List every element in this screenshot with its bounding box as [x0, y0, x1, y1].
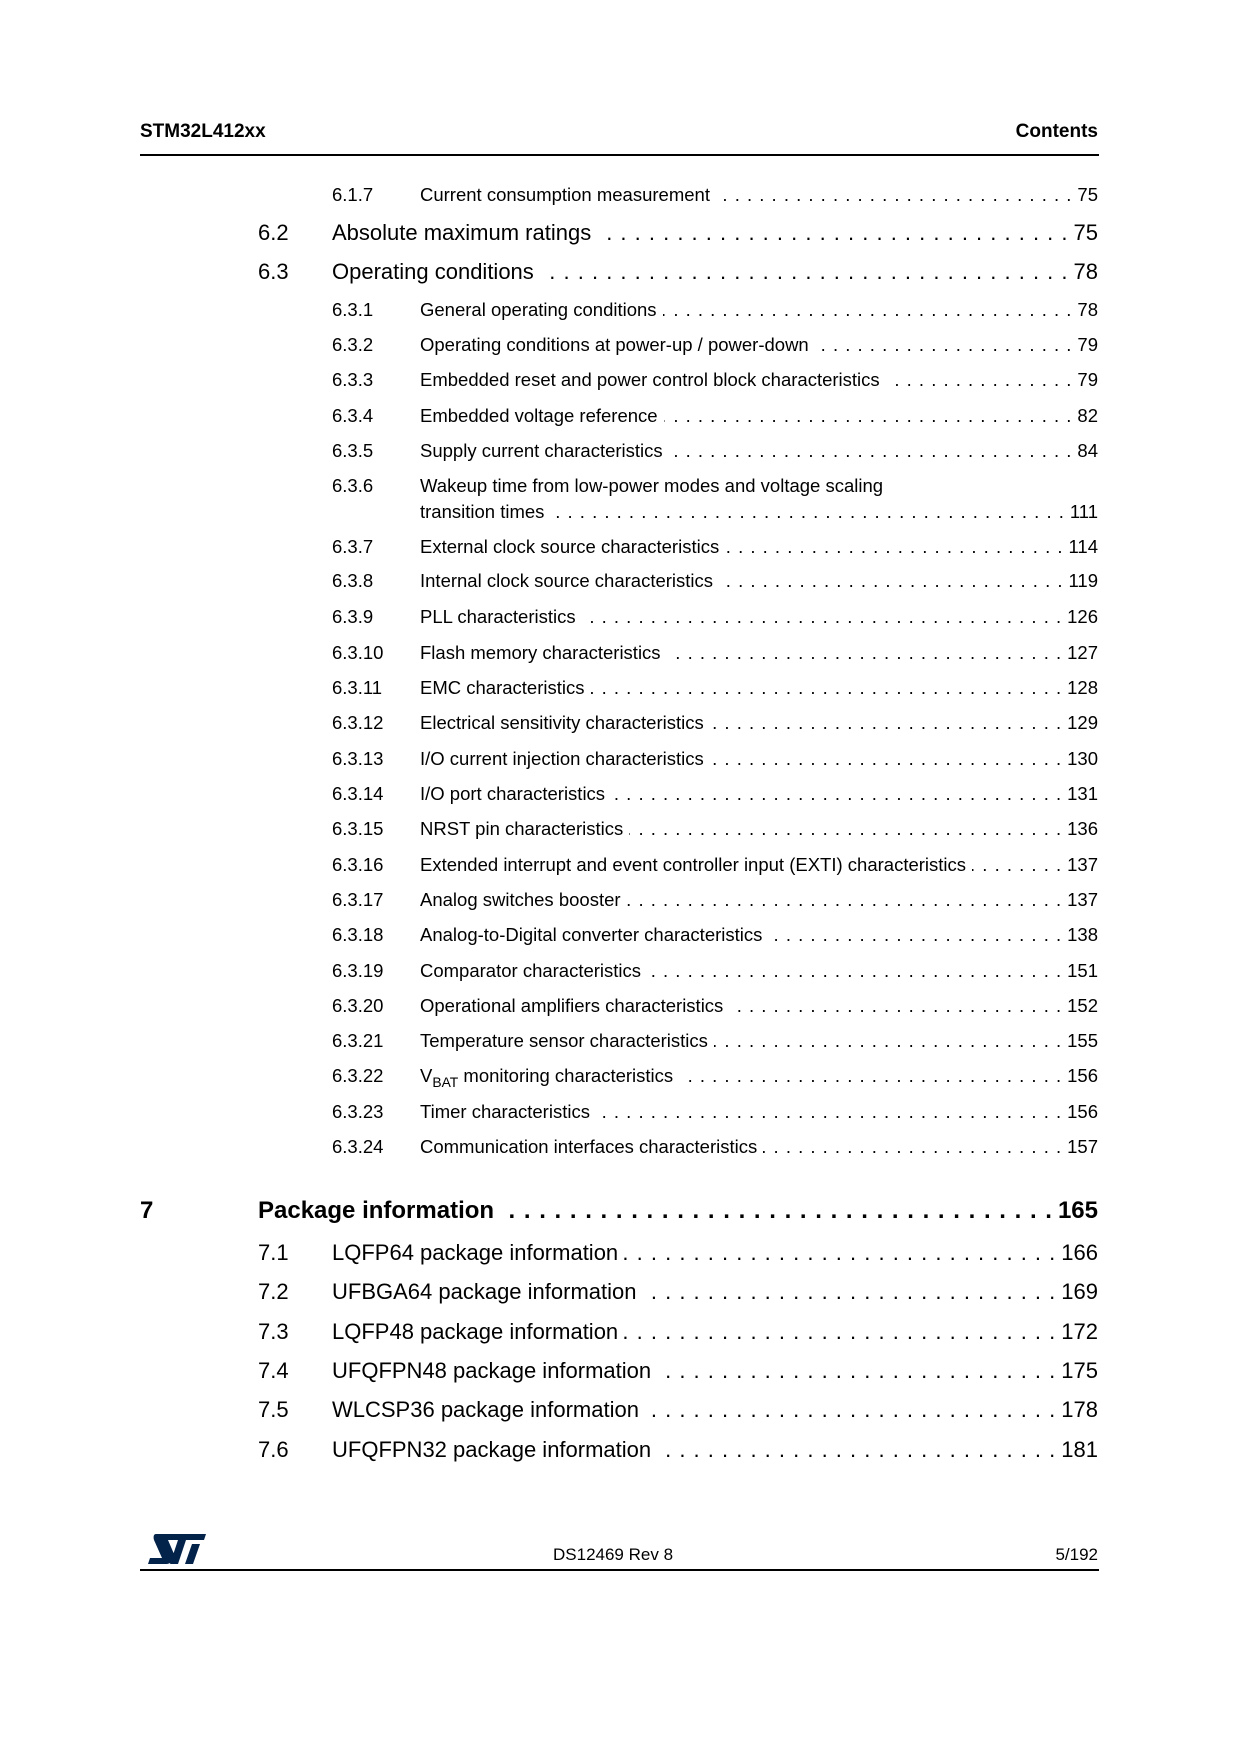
dot-leader: [716, 184, 1071, 206]
toc-entry-number: 6.3.17: [332, 889, 384, 910]
dot-leader: [629, 818, 1061, 840]
toc-entry-title: UFBGA64 package information: [332, 1279, 637, 1304]
dot-leader: [710, 748, 1061, 770]
toc-entry-title: Analog switches booster: [420, 889, 621, 910]
dot-leader: [657, 1358, 1055, 1384]
toc-entry-title: Embedded voltage reference: [420, 405, 658, 426]
toc-entry-number: 7.3: [258, 1319, 289, 1344]
toc-entry-page: 175: [1061, 1358, 1098, 1383]
toc-entry-title: LQFP64 package information: [332, 1240, 619, 1265]
toc-entry-title: NRST pin characteristics: [420, 818, 624, 839]
toc-entry-title: Internal clock source characteristics: [420, 570, 714, 591]
toc-entry-title: I/O current injection characteristics: [420, 748, 704, 769]
toc-entry-page: 114: [1068, 536, 1098, 557]
dot-leader: [624, 1319, 1055, 1345]
header-doc-name: STM32L412xx: [140, 121, 266, 142]
dot-leader: [714, 1030, 1061, 1052]
footer-divider: [140, 1569, 1099, 1571]
toc-entry-page: 127: [1067, 642, 1098, 663]
toc-entry-page: 126: [1067, 606, 1098, 627]
dot-leader: [679, 1065, 1061, 1087]
dot-leader: [768, 924, 1061, 946]
toc-entry-page: 128: [1067, 677, 1098, 698]
dot-leader: [550, 501, 1063, 523]
toc-entry-page: 79: [1077, 369, 1098, 390]
toc-entry-number: 7.2: [258, 1279, 289, 1304]
dot-leader: [710, 712, 1061, 734]
dot-leader: [590, 677, 1061, 699]
toc-entry-page: 111: [1069, 501, 1098, 522]
dot-leader: [972, 854, 1061, 876]
dot-leader: [645, 1397, 1055, 1423]
toc-entry-number: 6.3.7: [332, 536, 374, 557]
toc-entry-page: 136: [1067, 818, 1098, 839]
header-section: Contents: [1015, 121, 1098, 142]
dot-leader: [719, 570, 1062, 592]
toc-entry-title: Temperature sensor characteristics: [420, 1030, 708, 1051]
toc-entry-number: 6.3.20: [332, 995, 384, 1016]
dot-leader: [729, 995, 1061, 1017]
toc-entry-title: LQFP48 package information: [332, 1319, 619, 1344]
toc-entry-number: 6.3.10: [332, 642, 384, 663]
toc-entry-page: 165: [1057, 1197, 1098, 1224]
toc-entry-title: PLL characteristics: [420, 606, 576, 627]
toc-entry-page: 169: [1061, 1279, 1098, 1304]
toc-entry-number: 6.3.21: [332, 1030, 384, 1051]
toc-entry-page: 82: [1077, 405, 1098, 426]
toc-entry-number: 6.3.18: [332, 924, 384, 945]
toc-entry-number: 6.3.19: [332, 960, 384, 981]
toc-entry-number: 7: [140, 1197, 154, 1224]
toc-entry-page: 75: [1077, 184, 1098, 205]
toc-entry-page: 155: [1067, 1030, 1098, 1051]
st-logo: [148, 1532, 208, 1566]
toc-entry-title: Embedded reset and power control block characteristics: [420, 369, 880, 390]
toc-entry-title: Analog-to-Digital converter characteristics: [420, 924, 763, 945]
toc-entry-number: 6.3.12: [332, 712, 384, 733]
toc-entry-number: 6.3.24: [332, 1136, 384, 1157]
toc-entry-number: 6.1.7: [332, 184, 374, 205]
dot-leader: [500, 1197, 1052, 1225]
dot-leader: [657, 1437, 1055, 1463]
toc-entry-number: 6.3.3: [332, 369, 374, 390]
toc-entry-page: 79: [1077, 334, 1098, 355]
toc-entry-page: 156: [1067, 1065, 1098, 1086]
toc-entry-page: 78: [1077, 299, 1098, 320]
toc-entry-title: Wakeup time from low-power modes and voltage scaling: [420, 475, 884, 496]
toc-entry-number: 6.3.5: [332, 440, 374, 461]
toc-entry-page: 129: [1067, 712, 1098, 733]
toc-entry-page: 166: [1061, 1240, 1098, 1265]
toc-entry-page: 156: [1067, 1101, 1098, 1122]
toc-entry-number: 6.3.8: [332, 570, 374, 591]
dot-leader: [597, 220, 1067, 246]
toc-entry-page: 151: [1067, 960, 1098, 981]
toc-entry-title: UFQFPN48 package information: [332, 1358, 652, 1383]
dot-leader: [643, 1279, 1056, 1305]
toc-entry-title: External clock source characteristics: [420, 536, 720, 557]
header-divider: [140, 154, 1099, 156]
toc-entry-number: 6.3.6: [332, 475, 374, 496]
toc-entry-page: 137: [1067, 854, 1098, 875]
toc-entry-number: 6.3.14: [332, 783, 384, 804]
toc-entry-title: Timer characteristics: [420, 1101, 590, 1122]
toc-entry-page: 157: [1067, 1136, 1098, 1157]
toc-entry-title: $V_{BAT}$ monitoring characteristics: [420, 1065, 674, 1090]
toc-entry-number: 6.3: [258, 259, 289, 284]
dot-leader: [596, 1101, 1061, 1123]
toc-entry-number: 6.3.4: [332, 405, 374, 426]
toc-entry-number: 6.2: [258, 220, 289, 245]
toc-entry-title: General operating conditions: [420, 299, 657, 320]
toc-entry-title: Comparator characteristics: [420, 960, 642, 981]
toc-entry-title: Extended interrupt and event controller input (EXTI) characteristics: [420, 854, 967, 875]
dot-leader: [664, 405, 1072, 427]
toc-entry-title: Electrical sensitivity characteristics: [420, 712, 704, 733]
toc-entry-page: 130: [1067, 748, 1098, 769]
toc-entry-page: 84: [1077, 440, 1098, 461]
dot-leader: [763, 1136, 1061, 1158]
toc-entry-page: 119: [1068, 570, 1098, 591]
toc-entry-title: Communication interfaces characteristics: [420, 1136, 758, 1157]
dot-leader: [624, 1240, 1055, 1266]
dot-leader: [886, 369, 1072, 391]
toc-entry-page: 152: [1067, 995, 1098, 1016]
toc-entry-number: 7.6: [258, 1437, 289, 1462]
toc-entry-page: 172: [1061, 1319, 1098, 1344]
toc-entry-title: Absolute maximum ratings: [332, 220, 592, 245]
toc-entry-page: 178: [1061, 1397, 1098, 1422]
dot-leader: [611, 783, 1061, 805]
toc-entry-title: Operating conditions at power-up / power-down: [420, 334, 809, 355]
dot-leader: [663, 299, 1072, 321]
dot-leader: [815, 334, 1072, 356]
dot-leader: [582, 606, 1062, 628]
toc-entry-page: 78: [1073, 259, 1098, 284]
toc-entry-number: 7.4: [258, 1358, 289, 1383]
toc-entry-number: 6.3.15: [332, 818, 384, 839]
toc-entry-number: 6.3.11: [332, 677, 383, 698]
toc-entry-title: UFQFPN32 package information: [332, 1437, 652, 1462]
dot-leader: [540, 259, 1068, 285]
toc-entry-title: Flash memory characteristics: [420, 642, 661, 663]
footer-doc-id: DS12469 Rev 8: [553, 1545, 674, 1564]
toc-entry-number: 6.3.23: [332, 1101, 384, 1122]
dot-leader: [725, 536, 1062, 558]
toc-entry-title: Operational amplifiers characteristics: [420, 995, 724, 1016]
toc-entry-number: 6.3.16: [332, 854, 384, 875]
toc-entry-page: 181: [1061, 1437, 1098, 1462]
toc-entry-page: 137: [1067, 889, 1098, 910]
toc-entry-title: WLCSP36 package information: [332, 1397, 639, 1422]
toc-entry-number: 6.3.9: [332, 606, 374, 627]
toc-entry-number: 6.3.13: [332, 748, 384, 769]
toc-entry-title: Supply current characteristics: [420, 440, 663, 461]
dot-leader: [669, 440, 1072, 462]
toc-entry-number: 7.5: [258, 1397, 289, 1422]
toc-entry-title: Operating conditions: [332, 259, 534, 284]
toc-entry-page: 131: [1067, 783, 1098, 804]
toc-entry-title: Current consumption measurement: [420, 184, 710, 205]
toc-entry-title-continued: transition times: [420, 501, 545, 522]
dot-leader: [627, 889, 1062, 911]
toc-entry-number: 6.3.1: [332, 299, 374, 320]
toc-entry-page: 138: [1067, 924, 1098, 945]
toc-entry-title: Package information: [258, 1197, 495, 1224]
toc-entry-number: 6.3.22: [332, 1065, 384, 1086]
dot-leader: [667, 642, 1062, 664]
dot-leader: [647, 960, 1061, 982]
toc-entry-title: I/O port characteristics: [420, 783, 606, 804]
toc-entry-number: 6.3.2: [332, 334, 374, 355]
toc-entry-title: EMC characteristics: [420, 677, 585, 698]
footer-page-number: 5/192: [1055, 1545, 1098, 1564]
toc-entry-number: 7.1: [258, 1240, 289, 1265]
toc-entry-page: 75: [1073, 220, 1098, 245]
